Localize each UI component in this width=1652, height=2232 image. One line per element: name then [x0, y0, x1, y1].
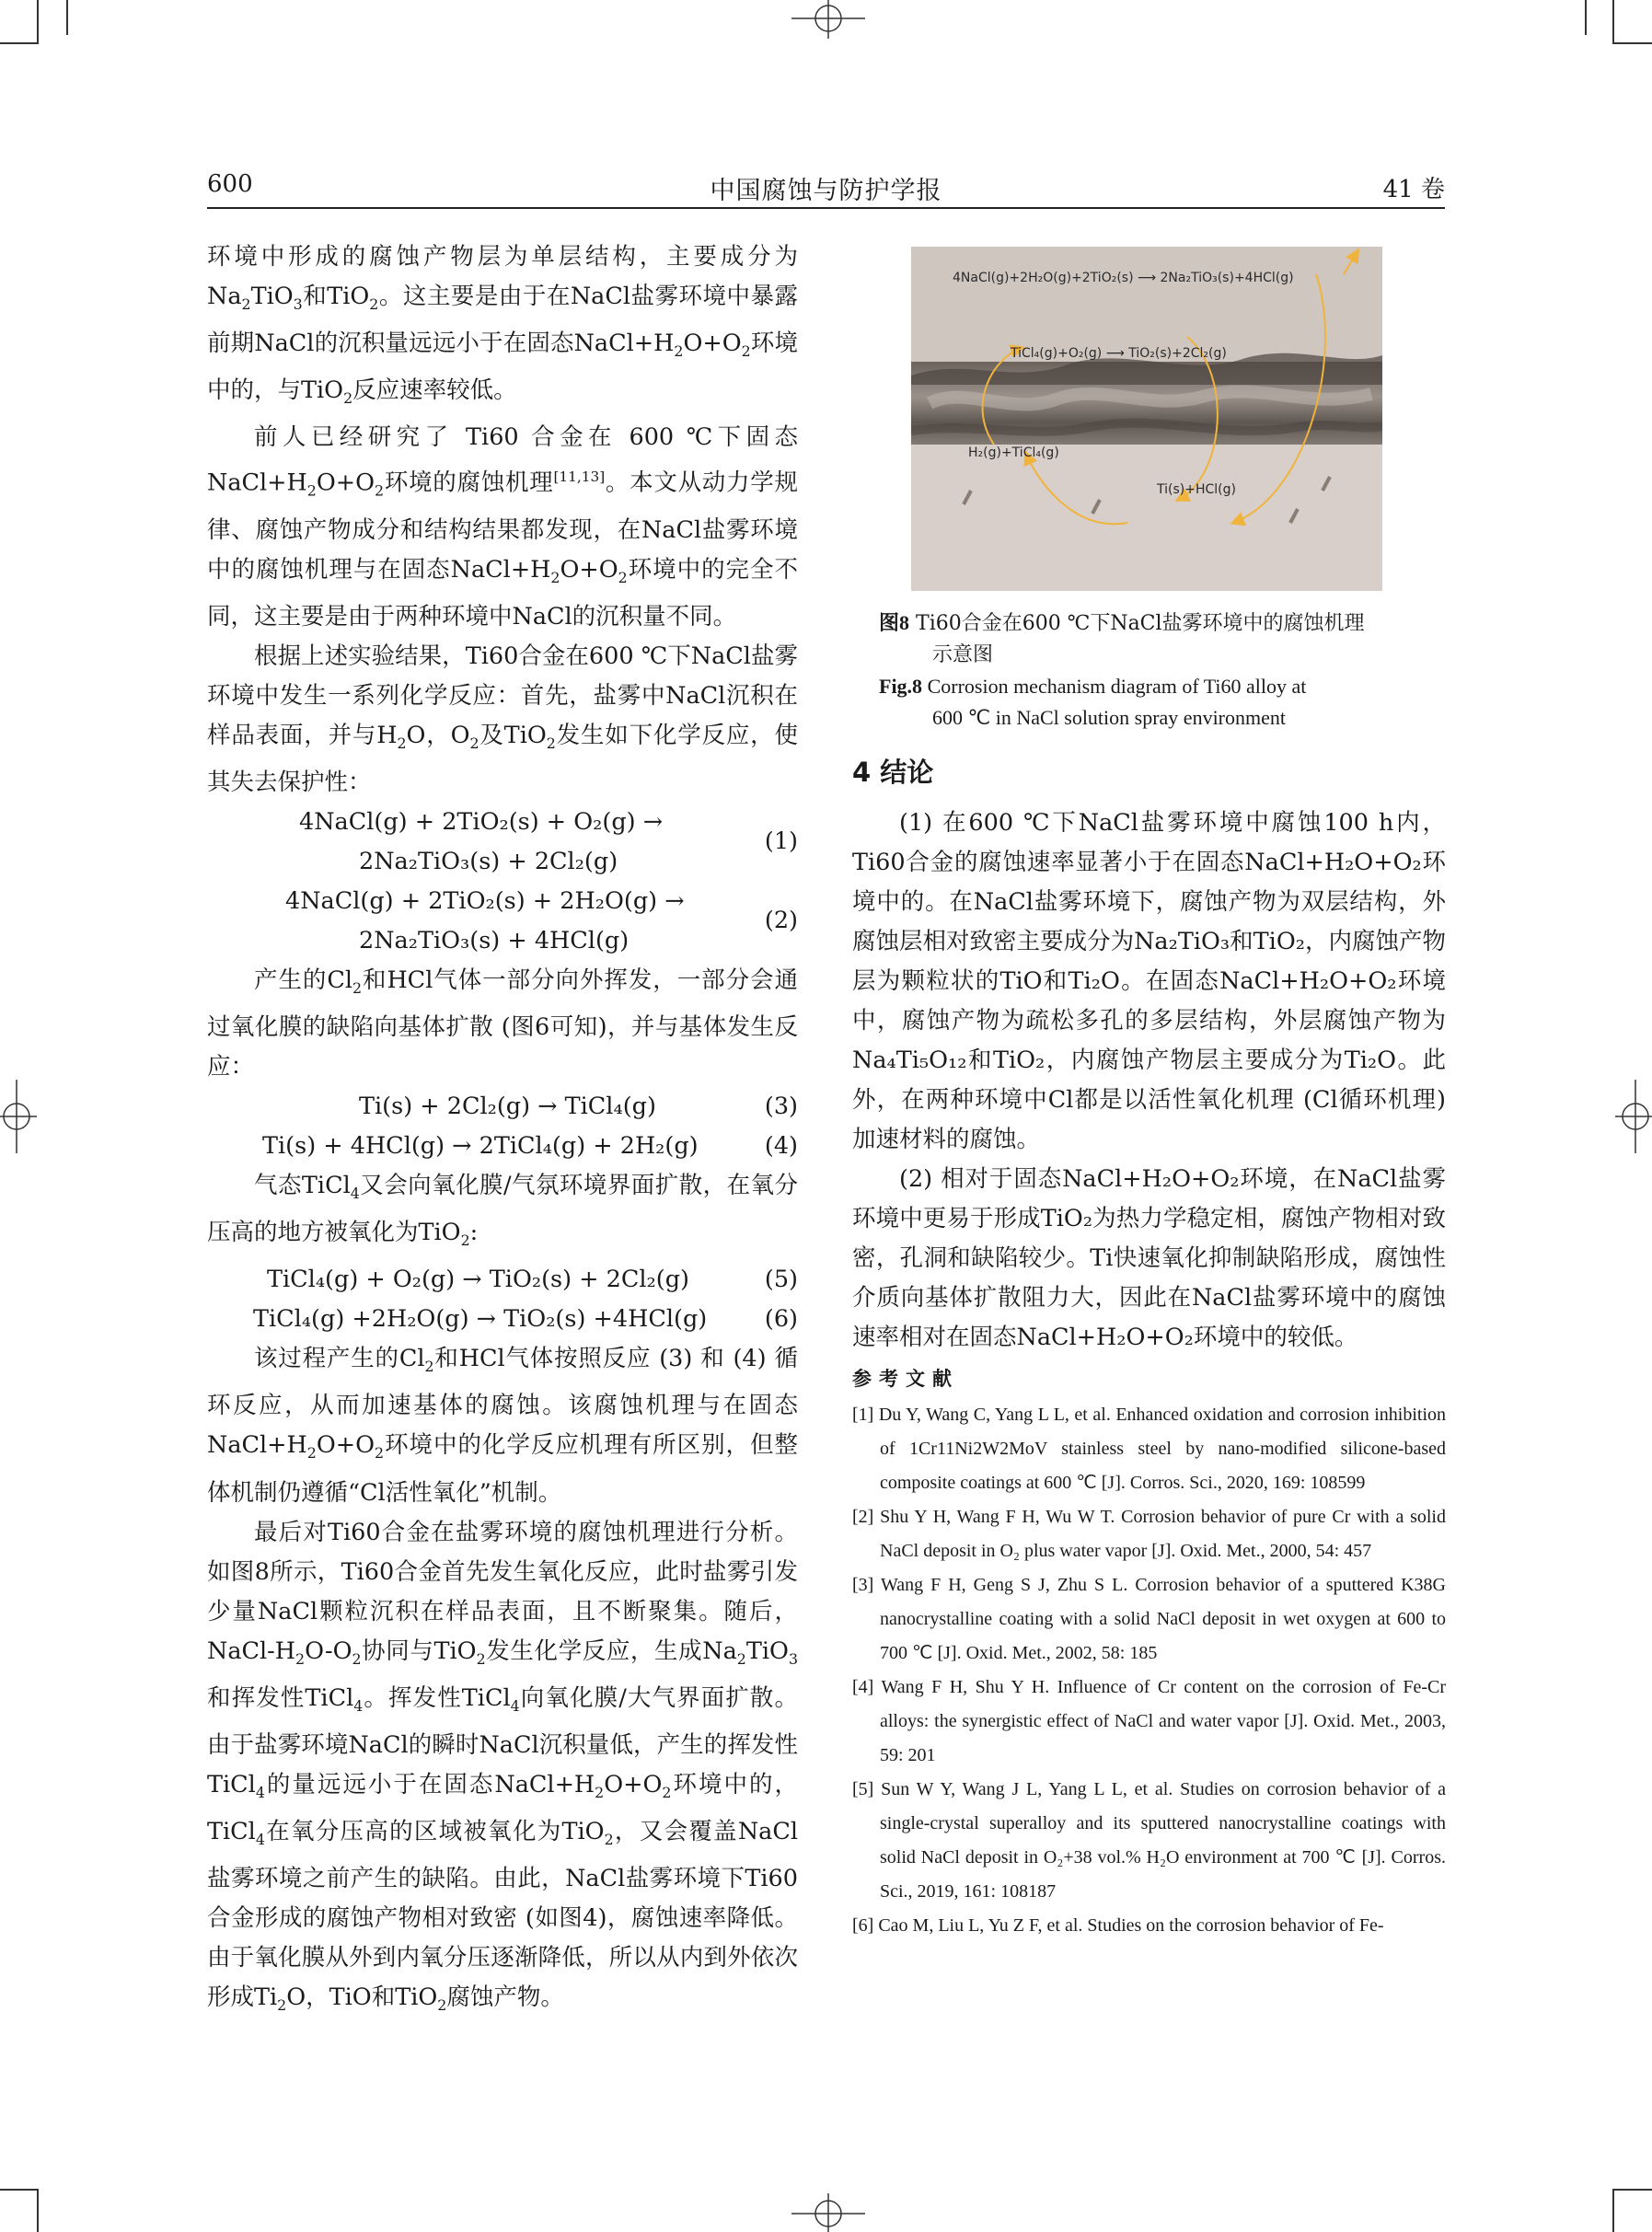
- crop-mark: [1614, 2189, 1652, 2191]
- figure-label-mid: TiCl₄(g)+O₂(g) ⟶ TiO₂(s)+2Cl₂(g): [1011, 346, 1227, 361]
- paragraph-4: 产生的$Cl_2$和HCl气体一部分向外挥发，一部分会通过氧化膜的缺陷向基体扩散 (图6可知)，并与基体发生反应：: [207, 966, 798, 1081]
- equation-number: (4): [764, 1132, 798, 1161]
- crop-mark: [0, 42, 37, 44]
- figure-label-bottom: Ti(s)+HCl(g): [1157, 482, 1236, 497]
- figure-label-top: 4NaCl(g)+2H₂O(g)+2TiO₂(s) ⟶ 2Na₂TiO₃(s)+4HCl(g): [953, 271, 1294, 285]
- volume-label: 41 卷: [1382, 176, 1445, 203]
- journal-title: 中国腐蚀与防护学报: [710, 177, 942, 205]
- reference-item: [6] Cao M, Liu L, Yu Z F, et al. Studies on the corrosion behavior of Fe-: [852, 1915, 1384, 1936]
- section-title: 4 结论: [852, 757, 934, 788]
- references-title: 参考文献: [852, 1368, 959, 1390]
- crop-mark: [1585, 0, 1587, 35]
- caption-cn-label: 图8: [879, 611, 910, 634]
- reference-item: [3] Wang F H, Geng S J, Zhu S L. Corrosion behavior of a sputtered K38G nanocrystalline coating with a solid NaCl deposit in wet oxygen at 600 to 700 ℃ [J]. Oxid. Met., 2002, 58: 185: [852, 1575, 1446, 1663]
- crop-mark: [37, 0, 39, 44]
- corrosion-mechanism-figure: [911, 247, 1382, 591]
- equation-2: 4NaCl(g) + 2TiO₂(s) + 2H₂O(g) → 2Na₂TiO₃(s) + 4HCl(g) (2): [285, 887, 798, 955]
- equation-4: Ti(s) + 4HCl(g) → 2TiCl₄(g) + 2H₂(g) (4): [207, 1127, 798, 1166]
- reference-item: [5] Sun W Y, Wang J L, Yang L L, et al. Studies on corrosion behavior of a single-crystal superalloy and its sputtered nanocrystalline coatings with solid NaCl deposit in O₂+38 vol.% H₂O environment at 700 ℃ [J]. Corros. Sci., 2019, 161: 108187: [852, 1779, 1446, 1902]
- equation-number: (5): [764, 1266, 798, 1294]
- equation-number: (2): [764, 907, 798, 935]
- left-column: [207, 237, 798, 2025]
- crop-mark: [1614, 42, 1652, 44]
- right-column: [852, 750, 1446, 1943]
- equation-number: (3): [764, 1093, 798, 1121]
- equation-6: TiCl₄(g) +2H₂O(g) → TiO₂(s) +4HCl(g) (6): [207, 1300, 798, 1339]
- conclusion-1: (1) 在600 ℃下NaCl盐雾环境中腐蚀100 h内，Ti60合金的腐蚀速率显著小于在固态NaCl+H₂O+O₂环境中的。在NaCl盐雾环境下，腐蚀产物为双层结构，外腐蚀层相对致密主要成分为Na₂TiO₃和TiO₂，内腐蚀产物层为颗粒状的TiO和Ti₂O。在固态NaCl+H₂O+O₂环境中，腐蚀产物为疏松多孔的多层结构，外层腐蚀产物为Na₄Ti₅O₁₂和TiO₂，内腐蚀产物层主要成分为Ti₂O。此外，在两种环境中Cl都是以活性氧化机理 (Cl循环机理) 加速材料的腐蚀。: [852, 809, 1446, 1153]
- equation-3: Ti(s) + 2Cl₂(g) → TiCl₄(g) (3): [207, 1087, 798, 1127]
- equation-5: TiCl₄(g) + O₂(g) → TiO₂(s) + 2Cl₂(g) (5): [207, 1260, 798, 1300]
- reference-item: [2] Shu Y H, Wang F H, Wu W T. Corrosion behavior of pure Cr with a solid NaCl deposit in O₂ plus water vapor [J]. Oxid. Met., 2000, 54: 457: [852, 1507, 1446, 1561]
- paragraph-3: 根据上述实验结果，Ti60合金在600 ℃下NaCl盐雾环境中发生一系列化学反应：首先，盐雾中NaCl沉积在样品表面，并与$H_2O$，$O_2$及TiO$_2$发生如下化学反应，使其失去保护性：: [207, 642, 798, 797]
- figure-substrate: [911, 445, 1382, 591]
- page-number: 600: [207, 170, 253, 198]
- figure-label-left: H₂(g)+TiCl₄(g): [968, 445, 1059, 460]
- equation-number: (1): [764, 827, 798, 856]
- crop-mark: [66, 0, 68, 35]
- paragraph-1: 环境中形成的腐蚀产物层为单层结构，主要成分为$Na_2TiO_3$和TiO$_2$。这主要是由于在NaCl盐雾环境中暴露前期NaCl的沉积量远远小于在固态$NaCl+H_2O+O_2$环境中的，与TiO$_2$反应速率较低。: [207, 243, 799, 408]
- paragraph-6: 该过程产生的$Cl_2$和HCl气体按照反应 (3) 和 (4) 循环反应，从而加速基体的腐蚀。该腐蚀机理与在固态$NaCl+H_2O+O_2$环境中的化学反应机理有所区别，但整体机制仍遵循“Cl活性氧化”机制。: [207, 1345, 798, 1507]
- crop-mark: [37, 2189, 39, 2232]
- conclusion-2: (2) 相对于固态NaCl+H₂O+O₂环境，在NaCl盐雾环境中更易于形成TiO₂为热力学稳定相，腐蚀产物相对致密，孔洞和缺陷较少。Ti快速氧化抑制缺陷形成，腐蚀性介质向基体扩散阻力大，因此在NaCl盐雾环境中的腐蚀速率相对在固态NaCl+H₂O+O₂环境中的较低。: [852, 1165, 1446, 1351]
- caption-en-label: Fig.8: [879, 675, 923, 698]
- running-header: [207, 170, 1445, 209]
- caption-cn: 图8 Ti60合金在600 ℃下NaCl盐雾环境中的腐蚀机理: [879, 611, 1365, 635]
- registration-mark-top: [791, 0, 865, 39]
- registration-mark-right: [1615, 1080, 1652, 1153]
- crop-mark: [0, 2189, 37, 2191]
- figure-caption: 图8 Ti60合金在600 ℃下NaCl盐雾环境中的腐蚀机理 示意图 Fig.8 Corrosion mechanism diagram of Ti60 alloy at 600 ℃ in NaCl solution spray environment: [879, 607, 1442, 734]
- paragraph-2: 前人已经研究了 Ti60 合金在 600 ℃下固态$NaCl+H_2O+O_2$环境的腐蚀机理[11,13]。本文从动力学规律、腐蚀产物成分和结构结果都发现，在NaCl盐雾环境中的腐蚀机理与在固态$NaCl+H_2O+O_2$环境中的完全不同，这主要是由于两种环境中NaCl的沉积量不同。: [207, 423, 798, 630]
- paragraph-5: 气态TiCl$_4$又会向氧化膜/气氛环境界面扩散，在氧分压高的地方被氧化为TiO$_2$:: [207, 1172, 799, 1250]
- caption-en: Fig.8 Corrosion mechanism diagram of Ti60 alloy at: [879, 675, 1307, 698]
- crop-mark: [1612, 2189, 1614, 2232]
- crop-mark: [1612, 0, 1614, 44]
- registration-mark-bottom: [791, 2193, 865, 2232]
- citation: [11,13]: [553, 468, 606, 486]
- equation-1: 4NaCl(g) + 2TiO₂(s) + O₂(g) → 2Na₂TiO₃(s) + 2Cl₂(g) (1): [299, 808, 798, 876]
- reference-item: [4] Wang F H, Shu Y H. Influence of Cr content on the corrosion of Fe-Cr alloys: the synergistic effect of NaCl and water vapor [J]. Oxid. Met., 2003, 59: 201: [852, 1677, 1446, 1765]
- reference-item: [1] Du Y, Wang C, Yang L L, et al. Enhanced oxidation and corrosion inhibition of 1Cr11Ni2W2MoV stainless steel by nano-modified silicone-based composite coatings at 600 ℃ [J]. Corros. Sci., 2020, 169: 108599: [852, 1405, 1446, 1493]
- registration-mark-left: [0, 1080, 37, 1153]
- equation-number: (6): [764, 1305, 798, 1334]
- paragraph-7: 最后对Ti60合金在盐雾环境的腐蚀机理进行分析。如图8所示，Ti60合金首先发生氧化反应，此时盐雾引发少量NaCl颗粒沉积在样品表面，且不断聚集。随后，NaCl-$H_2O-O_2$协同与TiO$_2$发生化学反应，生成$Na_2TiO_3$和挥发性TiCl$_4$。挥发性TiCl$_4$向氧化膜/大气界面扩散。由于盐雾环境NaCl的瞬时NaCl沉积量低，产生的挥发性TiCl$_4$的量远远小于在固态$NaCl+H_2O+O_2$环境中的，TiCl$_4$在氧分压高的区域被氧化为TiO$_2$，又会覆盖NaCl盐雾环境之前产生的缺陷。由此，NaCl盐雾环境下Ti60合金形成的腐蚀产物相对致密 (如图4)，腐蚀速率降低。由于氧化膜从外到内氧分压逐渐降低，所以从内到外依次形成$Ti_2O$，TiO和TiO$_2$腐蚀产物。: [207, 1518, 799, 2014]
